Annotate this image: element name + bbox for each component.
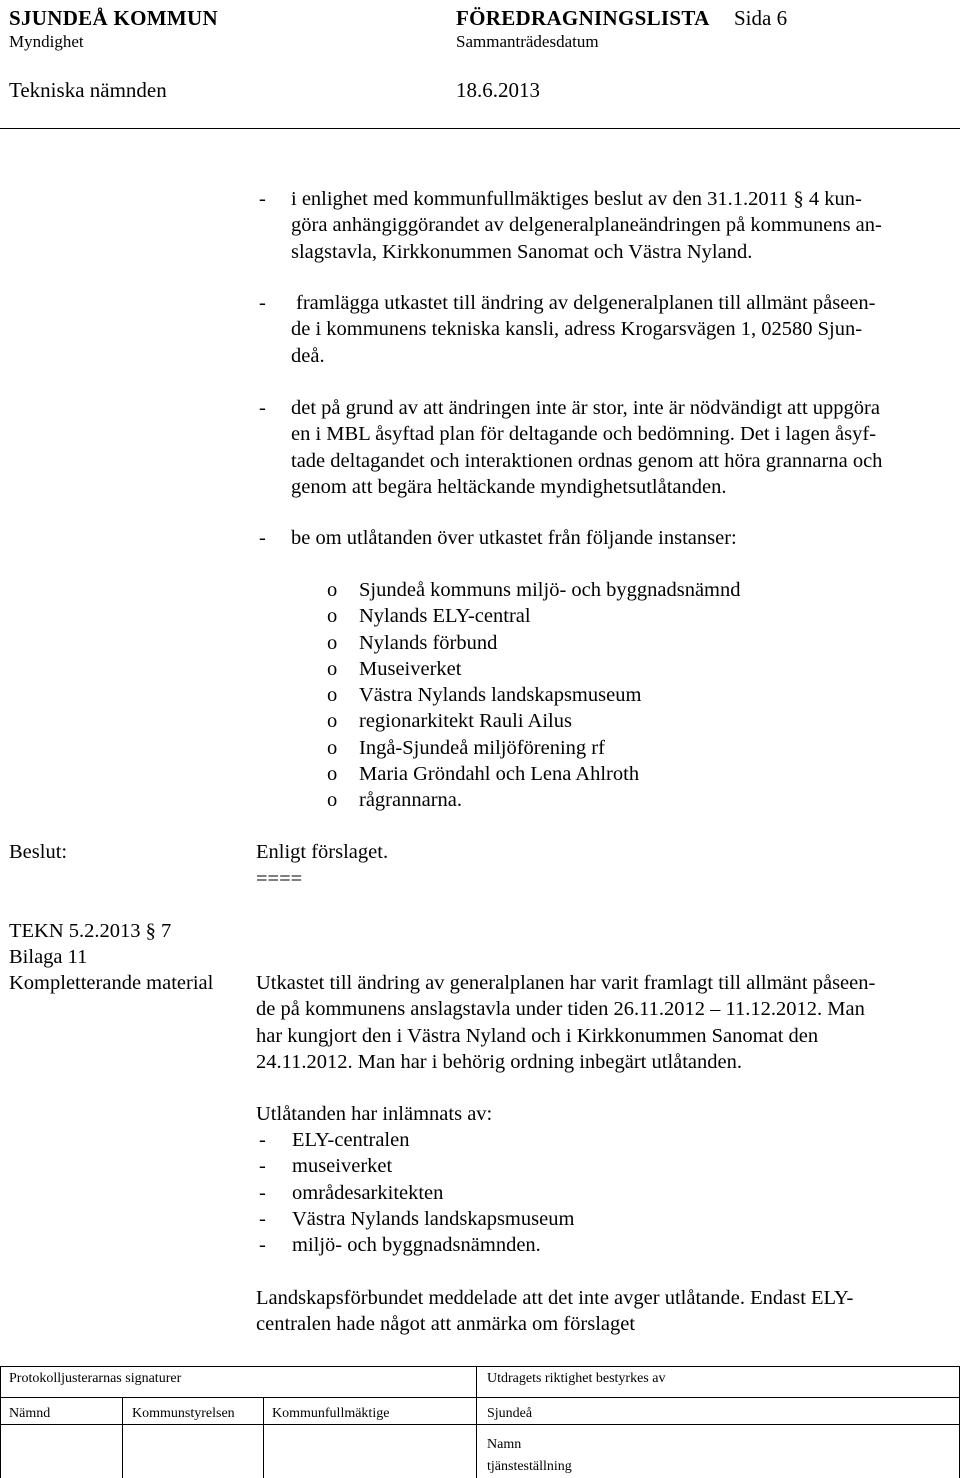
meeting-date: 18.6.2013 — [456, 78, 540, 102]
item-line: det på grund av att ändringen inte är stor, inte är nödvändigt att uppgöra — [291, 397, 880, 419]
statements-intro: Utlåtanden har inlämnats av: — [256, 1103, 493, 1125]
footer-col-namnd: Nämnd — [9, 1406, 51, 1421]
certified-label: Utdragets riktighet bestyrkes av — [487, 1371, 666, 1386]
bullet-marker: o — [327, 657, 338, 680]
list-item: regionarkitekt Rauli Ailus — [359, 710, 572, 733]
footer-col-rule — [122, 1397, 123, 1478]
item-line: göra anhängiggörandet av delgeneralplaneändringen på kommunens an- — [291, 214, 882, 237]
bullet-marker: o — [327, 605, 338, 628]
section-reference: TEKN 5.2.2013 § 7 — [9, 920, 172, 942]
meeting-date-label: Sammanträdesdatum — [456, 32, 599, 51]
list-item: Nylands förbund — [359, 631, 498, 654]
instances-bullets — [327, 577, 337, 814]
item-dash: - — [259, 1181, 266, 1204]
footer-col-kommunstyrelsen: Kommunstyrelsen — [132, 1406, 235, 1421]
paragraph-line: Utkastet till ändring av generalplanen har varit framlagt till allmänt påseen- — [256, 972, 876, 994]
item-dash: - — [259, 1155, 266, 1178]
footer-position-label: tjänsteställning — [487, 1459, 572, 1474]
municipality-name: SJUNDEÅ KOMMUN — [9, 6, 218, 30]
item-dash: - — [259, 397, 266, 419]
bullet-marker: o — [327, 710, 338, 733]
list-item: Västra Nylands landskapsmuseum — [292, 1207, 575, 1230]
authority-label: Myndighet — [9, 32, 84, 51]
decision-label: Beslut: — [9, 841, 68, 863]
footer-row-rule — [0, 1397, 960, 1398]
item-1 — [291, 186, 882, 265]
paragraph-line: Landskapsförbundet meddelade att det inte avger utlåtande. Endast ELY- — [256, 1287, 854, 1309]
bullet-marker: o — [327, 631, 338, 654]
item-line: i enlighet med kommunfullmäktiges beslut av den 31.1.2011 § 4 kun- — [291, 188, 862, 210]
footer-sig-rule — [0, 1424, 477, 1425]
footer-col-rule — [263, 1397, 264, 1478]
document-type: FÖREDRAGNINGSLISTA — [456, 6, 710, 30]
list-item: Ingå-Sjundeå miljöförening rf — [359, 736, 605, 759]
list-item: Sjundeå kommuns miljö- och byggnadsnämnd — [359, 579, 741, 601]
footer-left-rule — [0, 1366, 1, 1478]
footer-mid-rule — [476, 1366, 477, 1478]
instances-list — [359, 577, 741, 814]
signatures-label: Protokolljusterarnas signaturer — [9, 1371, 182, 1386]
item-line: genom att begära heltäckande myndighetsutlåtanden. — [291, 475, 727, 498]
list-item: miljö- och byggnadsnämnden. — [292, 1234, 541, 1257]
closing-paragraph — [256, 1285, 853, 1338]
item-line: slagstavla, Kirkkonummen Sanomat och Västra Nyland. — [291, 240, 753, 263]
item-dash: - — [259, 1129, 266, 1151]
list-item: områdesarkitekten — [292, 1181, 444, 1204]
section-paragraph — [256, 970, 875, 1075]
decision-rule: ==== — [256, 868, 303, 890]
list-item: Maria Gröndahl och Lena Ahlroth — [359, 763, 640, 786]
bullet-marker: o — [327, 736, 338, 759]
list-item: ELY-centralen — [292, 1129, 410, 1151]
footer-col-kommunfullmaktige: Kommunfullmäktige — [272, 1406, 390, 1421]
item-line: de i kommunens tekniska kansli, adress Krogarsvägen 1, 02580 Sjun- — [291, 318, 863, 341]
item-dash: - — [259, 1207, 266, 1230]
attachment-label: Bilaga 11 — [9, 946, 88, 968]
statements-list — [292, 1127, 574, 1258]
authority-name: Tekniska nämnden — [9, 78, 167, 102]
decision-text: Enligt förslaget. — [256, 841, 389, 863]
bullet-marker: o — [327, 579, 338, 601]
list-item: Museiverket — [359, 657, 462, 680]
list-item: museiverket — [292, 1155, 393, 1178]
bullet-marker: o — [327, 684, 338, 707]
footer-sig-rule — [476, 1424, 960, 1425]
item-line: deå. — [291, 344, 325, 367]
bullet-marker: o — [327, 789, 338, 812]
footer-top-rule — [0, 1366, 960, 1367]
item-dash: - — [259, 527, 266, 549]
bullet-marker: o — [327, 763, 338, 786]
item-2 — [291, 290, 876, 369]
item-line: framlägga utkastet till ändring av delgeneralplanen till allmänt påseen- — [296, 292, 876, 314]
item-dash: - — [259, 1234, 266, 1257]
list-item: Västra Nylands landskapsmuseum — [359, 684, 642, 707]
paragraph-line: har kungjort den i Västra Nyland och i Kirkkonummen Sanomat den — [256, 1024, 819, 1047]
section-heading: Kompletterande material — [9, 972, 214, 994]
footer-place: Sjundeå — [487, 1406, 533, 1421]
header-divider — [0, 128, 960, 129]
list-item: Nylands ELY-central — [359, 605, 531, 628]
item-line: en i MBL åsyftad plan för deltagande och bedömning. Det i lagen åsyf- — [291, 423, 877, 446]
list-item: rågrannarna. — [359, 789, 463, 812]
paragraph-line: 24.11.2012. Man har i behörig ordning inbegärt utlåtanden. — [256, 1050, 743, 1073]
item-line: tade deltagandet och interaktionen ordnas genom att höra grannarna och — [291, 449, 883, 472]
page-number: Sida 6 — [734, 6, 788, 30]
footer-name-label: Namn — [487, 1437, 522, 1452]
item-line: be om utlåtanden över utkastet från följande instanser: — [291, 527, 737, 549]
item-4 — [291, 525, 737, 551]
item-dash: - — [259, 188, 266, 210]
paragraph-line: de på kommunens anslagstavla under tiden 26.11.2012 – 11.12.2012. Man — [256, 998, 865, 1021]
item-3 — [291, 395, 882, 500]
statements-dashes — [259, 1127, 266, 1258]
item-dash: - — [259, 292, 266, 314]
paragraph-line: centralen hade något att anmärka om förslaget — [256, 1313, 636, 1336]
